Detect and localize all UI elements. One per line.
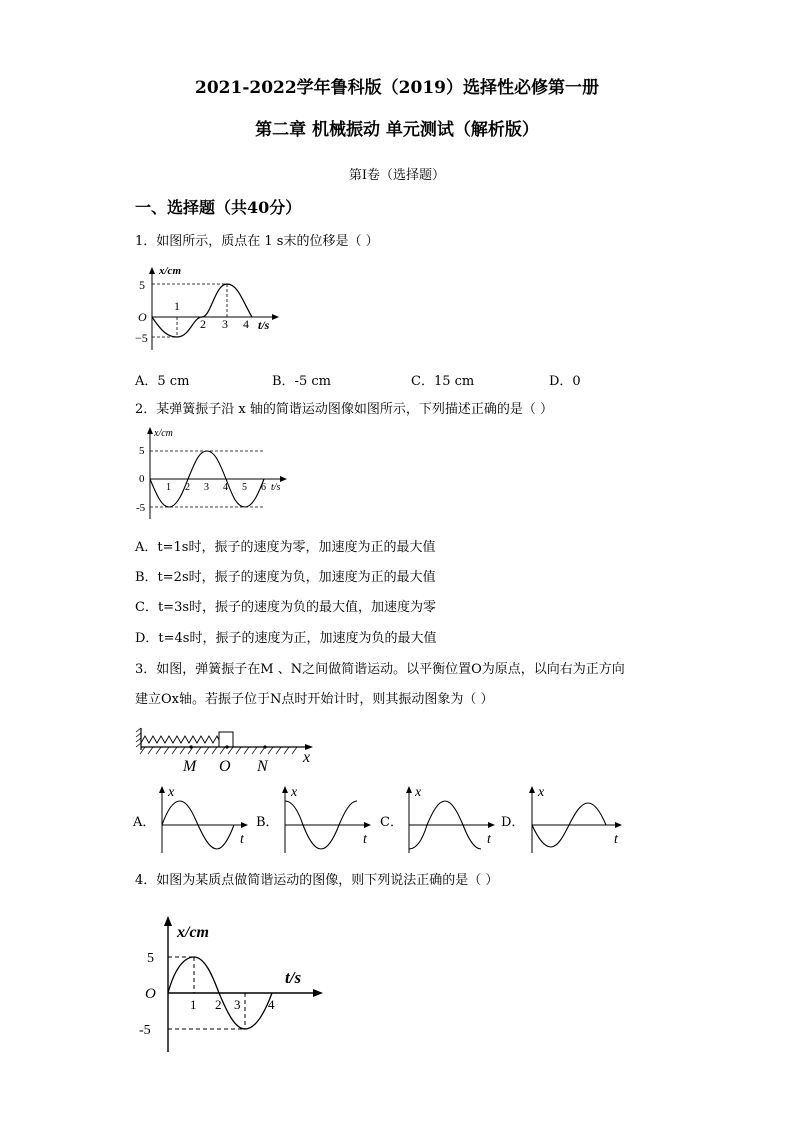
q1-tlabel: t/s bbox=[258, 318, 270, 332]
question-4-graph bbox=[135, 912, 335, 1057]
q1-tick-1: 1 bbox=[174, 299, 180, 313]
q1-option-d[interactable]: D．0 bbox=[549, 374, 581, 389]
q2-y-neg: -5 bbox=[136, 502, 146, 514]
q1-tick-3: 3 bbox=[222, 317, 228, 331]
question-1-stem: 1．如图所示，质点在 1 s末的位移是（ ） bbox=[135, 234, 379, 249]
svg-text:x: x bbox=[168, 785, 175, 800]
volume-label: 第Ⅰ卷（选择题） bbox=[348, 168, 446, 183]
question-2-stem: 2．某弹簧振子沿 x 轴的简谐运动图像如图所示，下列描述正确的是（ ） bbox=[135, 402, 553, 417]
title-line-2: 第二章 机械振动 单元测试（解析版） bbox=[255, 120, 539, 140]
spring-oscillator-diagram bbox=[135, 724, 335, 776]
svg-text:x: x bbox=[415, 785, 422, 800]
question-3-stem-line-2: 建立Ox轴。若振子位于N点时开始计时，则其振动图象为（ ） bbox=[135, 692, 494, 707]
label-n: N bbox=[257, 758, 268, 775]
q2-y-pos: 5 bbox=[139, 445, 145, 457]
q1-option-a[interactable]: A．5 cm bbox=[135, 374, 190, 389]
q1-y-pos: 5 bbox=[139, 278, 145, 292]
svg-text:t: t bbox=[487, 832, 491, 847]
q2-tick-5: 5 bbox=[242, 482, 247, 493]
section-heading: 一、选择题（共40分） bbox=[135, 198, 302, 217]
q2-tick-2: 2 bbox=[185, 482, 190, 493]
q4-tick-3: 3 bbox=[234, 997, 241, 1012]
label-x: x bbox=[303, 749, 311, 766]
question-3-stem-line-1: 3．如图，弹簧振子在M 、N之间做简谐运动。以平衡位置O为原点，以向右为正方向 bbox=[135, 662, 625, 677]
q1-tick-2: 2 bbox=[200, 317, 206, 331]
q1-option-c[interactable]: C．15 cm bbox=[411, 374, 475, 389]
q2-option-c[interactable]: C．t=3s时，振子的速度为负的最大值，加速度为零 bbox=[135, 600, 437, 615]
q2-tick-6: 6 bbox=[261, 482, 266, 493]
svg-text:x: x bbox=[538, 785, 545, 800]
title-line-1: 2021-2022学年鲁科版（2019）选择性必修第一册 bbox=[195, 78, 599, 98]
q4-origin: O bbox=[145, 986, 156, 1002]
q4-xlabel: x/cm bbox=[177, 924, 209, 941]
q1-y-neg: −5 bbox=[135, 331, 148, 345]
q3-option-c-graph[interactable] bbox=[397, 783, 497, 855]
q4-y-neg: -5 bbox=[139, 1023, 151, 1038]
svg-text:x: x bbox=[291, 785, 298, 800]
svg-text:t: t bbox=[614, 832, 618, 847]
q2-option-b[interactable]: B．t=2s时，振子的速度为负，加速度为正的最大值 bbox=[135, 570, 436, 585]
q2-tlabel: t/s bbox=[271, 482, 281, 493]
svg-text:t: t bbox=[240, 832, 244, 847]
question-2-graph bbox=[135, 424, 295, 522]
q3-option-d-letter[interactable]: D． bbox=[501, 815, 525, 830]
q1-tick-4: 4 bbox=[243, 317, 249, 331]
q2-tick-3: 3 bbox=[204, 482, 209, 493]
q3-option-c-letter[interactable]: C． bbox=[380, 815, 403, 830]
q2-tick-1: 1 bbox=[166, 482, 171, 493]
q4-tick-1: 1 bbox=[190, 997, 197, 1012]
q2-option-a[interactable]: A．t=1s时，振子的速度为零，加速度为正的最大值 bbox=[135, 540, 436, 555]
q4-tick-4: 4 bbox=[268, 997, 275, 1012]
q3-option-b-letter[interactable]: B． bbox=[256, 815, 279, 830]
q2-xlabel: x/cm bbox=[154, 428, 173, 439]
q4-tick-2: 2 bbox=[215, 997, 222, 1012]
q2-option-d[interactable]: D．t=4s时，振子的速度为正，加速度为负的最大值 bbox=[135, 631, 437, 646]
q1-origin: O bbox=[138, 310, 147, 324]
q4-tlabel: t/s bbox=[285, 968, 302, 987]
svg-text:t: t bbox=[363, 832, 367, 847]
q1-option-b[interactable]: B．-5 cm bbox=[272, 374, 331, 389]
q2-origin: 0 bbox=[139, 473, 145, 485]
q4-y-pos: 5 bbox=[147, 951, 154, 966]
label-m: M bbox=[183, 758, 197, 775]
q3-option-d-graph[interactable] bbox=[520, 783, 626, 855]
q3-option-a-graph[interactable] bbox=[150, 783, 250, 855]
q3-option-b-graph[interactable] bbox=[273, 783, 373, 855]
question-1-graph bbox=[135, 262, 285, 354]
question-4-stem: 4．如图为某质点做简谐运动的图像，则下列说法正确的是（ ） bbox=[135, 873, 499, 888]
label-o: O bbox=[219, 758, 231, 775]
q2-tick-4: 4 bbox=[223, 482, 228, 493]
q3-option-a-letter[interactable]: A． bbox=[133, 815, 156, 830]
q1-xlabel: x/cm bbox=[159, 265, 181, 277]
